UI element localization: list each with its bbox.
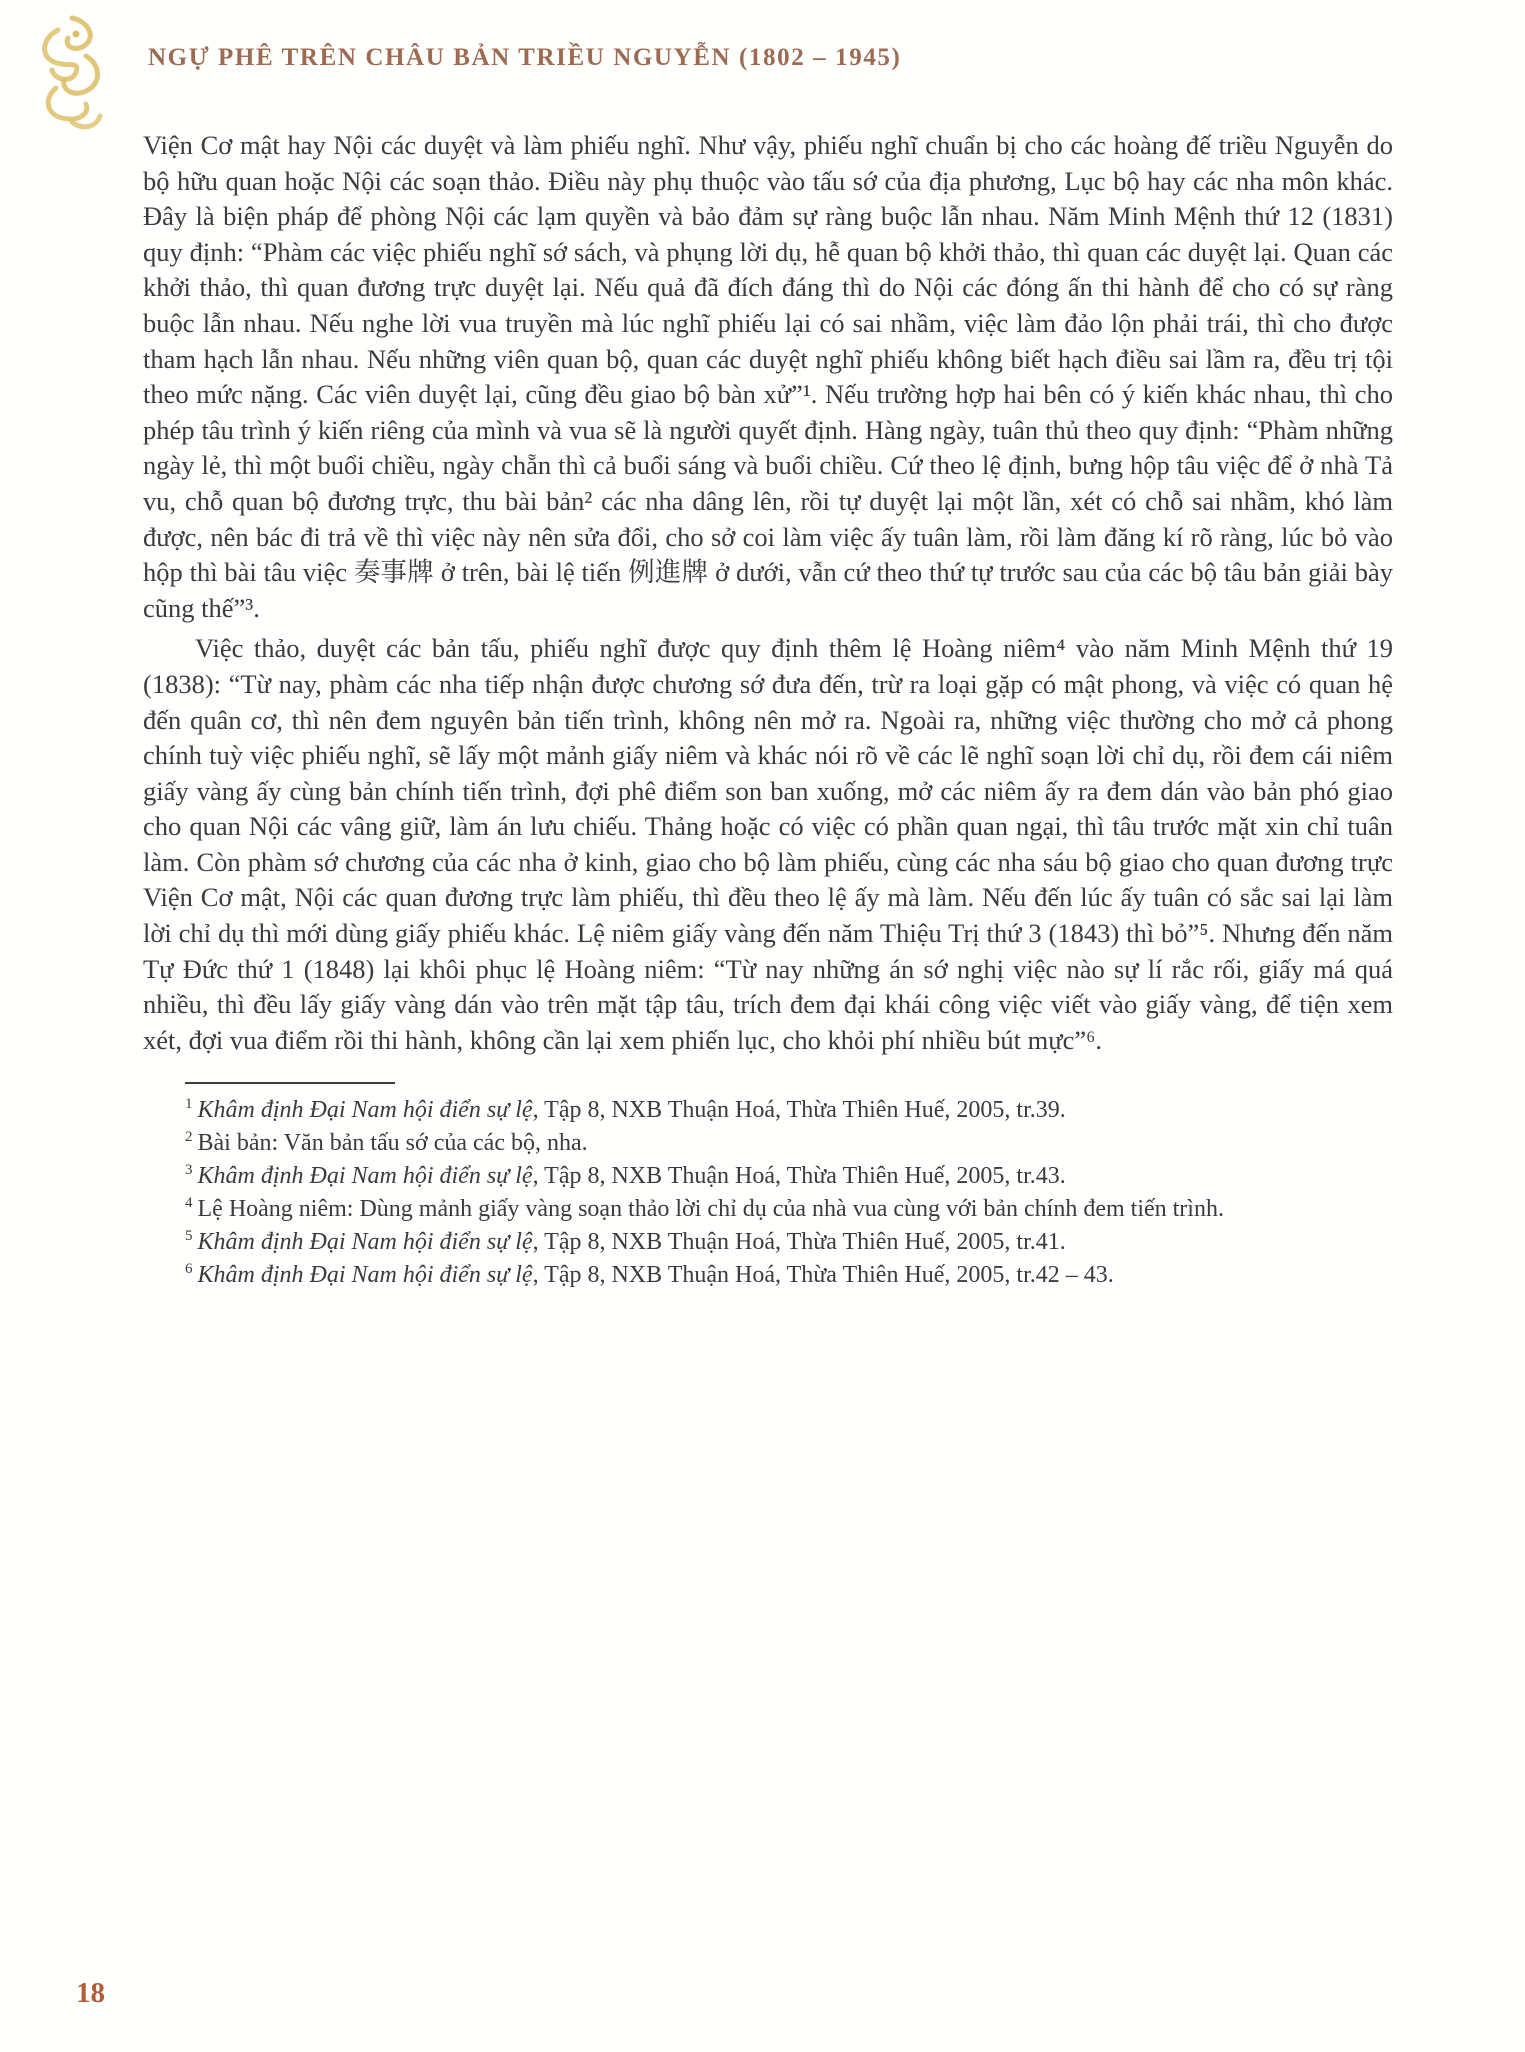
body-paragraph: Việc thảo, duyệt các bản tấu, phiếu nghĩ được quy định thêm lệ Hoàng niêm⁴ vào năm Minh Mệnh thứ 19 (1838): “Từ nay, phàm các nha tiếp nhận được chương sớ đưa đến, trừ ra loại gặp có mật phong, và việc có quan hệ đến quân cơ, thì nên đem nguyên bản tiến trình, không nên mở ra. Ngoài ra, những việc thường cho mở cả phong chính tuỳ việc phiếu nghĩ, sẽ lấy một mảnh giấy niêm và khác nói rõ về các lẽ nghĩ soạn lời chỉ dụ, rồi đem cái niêm giấy vàng ấy cùng bản chính tiến trình, đợi phê điểm son ban xuống, mở các niêm ấy ra đem dán vào bản phó giao cho quan Nội các vâng giữ, làm án lưu chiếu. Thảng hoặc có việc có phần quan ngại, thì tâu trước mặt xin chỉ tuân làm. Còn phàm sớ chương của các nha ở kinh, giao cho bộ làm phiếu, cùng các nha sáu bộ giao cho quan đương trực Viện Cơ mật, Nội các quan đương trực làm phiếu, thì đều theo lệ ấy mà làm. Nếu đến lúc ấy tuân có sắc sai lại làm lời chỉ dụ thì mới dùng giấy phiếu khác. Lệ niêm giấy vàng đến năm Thiệu Trị thứ 3 (1843) thì bỏ”⁵. Nhưng đến năm Tự Đức thứ 1 (1848) lại khôi phục lệ Hoàng niêm: “Từ nay những án sớ nghị việc nào sự lí rắc rối, giấy má quá nhiều, thì đều lấy giấy vàng dán vào trên mặt tập tâu, trích đem đại khái công việc viết vào giấy vàng, để tiện xem xét, đợi vua điểm rồi thi hành, không cần lại xem phiến lục, cho khỏi phí nhiều bút mực”⁶. [143,633,1393,1055]
footnote [143,1127,1393,1160]
dragon-emblem-icon [28,10,118,140]
footnote-marker: 4 [185,1195,193,1212]
footnote [143,1193,1393,1226]
footnote [143,1226,1393,1259]
footnote-marker: 5 [185,1228,193,1245]
body-paragraph: Viện Cơ mật hay Nội các duyệt và làm phiếu nghĩ. Như vậy, phiếu nghĩ chuẩn bị cho các hoàng đế triều Nguyễn do bộ hữu quan hoặc Nội các soạn thảo. Điều này phụ thuộc vào tấu sớ của địa phương, Lục bộ hay các nha môn khác. Đây là biện pháp để phòng Nội các lạm quyền và bảo đảm sự ràng buộc lẫn nhau. Năm Minh Mệnh thứ 12 (1831) quy định: “Phàm các việc phiếu nghĩ sớ sách, và phụng lời dụ, hễ quan bộ khởi thảo, thì quan các duyệt lại. Quan các khởi thảo, thì quan đương trực duyệt lại. Nếu quả đã đích đáng thì do Nội các đóng ấn thi hành để cho có sự ràng buộc lẫn nhau. Nếu nghe lời vua truyền mà lúc nghĩ phiếu lại có sai nhầm, việc làm đảo lộn phải trái, thì cho được tham hạch lẫn nhau. Nếu những viên quan bộ, quan các duyệt nghĩ phiếu không biết hạch điều sai lầm ra, đều trị tội theo mức nặng. Các viên duyệt lại, cũng đều giao bộ bàn xử”¹. Nếu trường hợp hai bên có ý kiến khác nhau, thì cho phép tâu trình ý kiến riêng của mình và vua sẽ là người quyết định. Hàng ngày, tuân thủ theo quy định: “Phàm những ngày lẻ, thì một buổi chiều, ngày chẵn thì cả buổi sáng và buổi chiều. Cứ theo lệ định, bưng hộp tâu việc để ở nhà Tả vu, chỗ quan bộ đương trực, thu bài bản² các nha dâng lên, rồi tự duyệt lại một lần, xét có chỗ sai nhầm, khó làm được, nên bác đi trả về thì việc này nên sửa đổi, cho sở coi làm việc ấy tuân làm, rồi làm đăng kí rõ ràng, lúc bỏ vào hộp thì bài tâu việc 奏事牌 ở trên, bài lệ tiến 例進牌 ở dưới, vẫn cứ theo thứ tự trước sau của các bộ tâu bản giải bày cũng thế”³. [143,130,1393,623]
footnote-text: Bài bản: Văn bản tấu sớ của các bộ, nha. [197,1130,588,1157]
page-number: 18 [76,1977,105,2009]
footnote-text: Lệ Hoàng niêm: Dùng mảnh giấy vàng soạn thảo lời chỉ dụ của nhà vua cùng với bản chính đem tiến trình. [197,1196,1224,1223]
footnote-source: Khâm định Đại Nam hội điển sự lệ [197,1262,533,1289]
footnote-source: Khâm định Đại Nam hội điển sự lệ [197,1097,533,1124]
running-header-title: NGỰ PHÊ TRÊN CHÂU BẢN TRIỀU NGUYỄN (1802 – 1945) [148,44,902,71]
footnote [143,1094,1393,1127]
footnote [143,1160,1393,1193]
footnote [143,1259,1393,1292]
footnote-text: , Tập 8, NXB Thuận Hoá, Thừa Thiên Huế, 2005, tr.43. [532,1163,1066,1190]
footnote-marker: 6 [185,1261,193,1278]
footnote-marker: 3 [185,1162,193,1179]
footnote-source: Khâm định Đại Nam hội điển sự lệ [197,1163,533,1190]
footnote-source: Khâm định Đại Nam hội điển sự lệ [197,1229,533,1256]
text-block [143,128,1393,1292]
footnote-marker: 2 [185,1129,193,1146]
footnote-marker: 1 [185,1096,193,1113]
footnote-text: , Tập 8, NXB Thuận Hoá, Thừa Thiên Huế, 2005, tr.41. [532,1229,1066,1256]
footnote-text: , Tập 8, NXB Thuận Hoá, Thừa Thiên Huế, 2005, tr.42 – 43. [532,1262,1114,1289]
footnote-divider [185,1082,395,1084]
footnotes-section [143,1082,1393,1292]
footnote-text: , Tập 8, NXB Thuận Hoá, Thừa Thiên Huế, 2005, tr.39. [532,1097,1066,1124]
